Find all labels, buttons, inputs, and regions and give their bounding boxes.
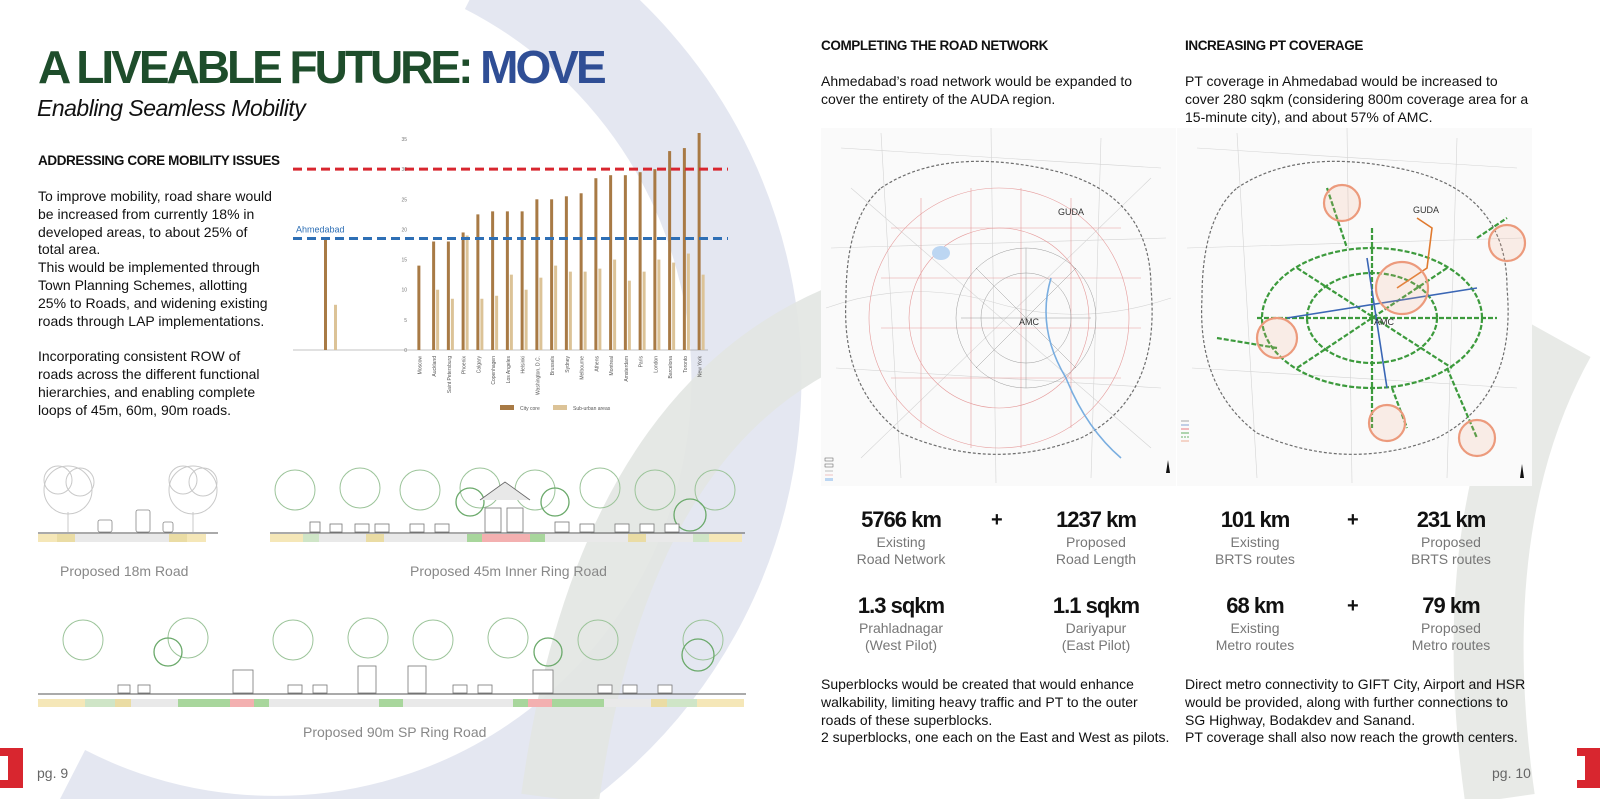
- bar-sub-urban: [657, 260, 660, 350]
- bar-sub-urban: [525, 290, 528, 350]
- page-number-left: pg. 9: [37, 765, 69, 781]
- stat-brts-proposed-label2: BRTS routes: [1411, 551, 1491, 567]
- bar-city-core: [506, 211, 509, 350]
- bar-city-core: [417, 266, 420, 350]
- bar-city-core: [609, 175, 612, 350]
- bar-sub-urban: [510, 275, 513, 350]
- bar-sub-urban: [672, 263, 675, 350]
- segments-45m: [270, 534, 742, 542]
- vehicles-18m: [98, 510, 173, 532]
- legend-label-sub-urban: Sub-urban areas: [573, 406, 611, 412]
- mobility-text: [38, 188, 273, 419]
- segments-18m: [38, 534, 206, 542]
- road-stats: [821, 503, 1176, 703]
- x-category-label: Barcelona: [668, 356, 675, 379]
- bar-city-core: [535, 199, 538, 350]
- bar-sub-urban: [495, 296, 498, 350]
- x-category-label: Montreal: [609, 356, 616, 376]
- page-subtitle: Enabling Seamless Mobility: [37, 95, 306, 121]
- plus-sign-brts: +: [1347, 509, 1359, 531]
- stat-pilot-east-label2: (East Pilot): [1061, 637, 1131, 653]
- bar-ahmedabad-city-core: [324, 238, 327, 350]
- metro-para-2: PT coverage shall also now reach the growth centers.: [1185, 729, 1518, 746]
- stat-pilot-east-value: 1.1 sqkm: [1052, 593, 1140, 618]
- bar-sub-urban: [480, 299, 483, 350]
- mobility-heading: ADDRESSING CORE MOBILITY ISSUES: [38, 153, 280, 168]
- legend-swatch-city-core: [500, 405, 514, 410]
- map-label-amc: AMC: [1019, 317, 1039, 327]
- bar-city-core: [639, 172, 642, 350]
- x-category-label: Copenhagen: [491, 356, 498, 385]
- bar-sub-urban: [436, 290, 439, 350]
- stat-pilot-west-label1: Prahladnagar: [858, 620, 944, 636]
- pt-stats: [1185, 503, 1530, 703]
- bar-city-core: [447, 242, 450, 351]
- caption-45m-road: Proposed 45m Inner Ring Road: [410, 563, 607, 579]
- mobility-para-1: To improve mobility, road share would be increased from currently 18% in developed areas, to about 25% of total area.: [38, 188, 272, 258]
- bar-sub-urban: [598, 269, 601, 350]
- map-label-guda: GUDA: [1058, 207, 1085, 217]
- x-category-label: Helsinki: [520, 356, 527, 374]
- stat-road-proposed-value: 1237 km: [1056, 507, 1136, 532]
- stat-pilot-east-label1: Dariyapur: [1065, 620, 1127, 636]
- caption-90m-road: Proposed 90m SP Ring Road: [303, 724, 487, 740]
- stat-brts-existing-value: 101 km: [1220, 507, 1290, 532]
- cross-section-45m: [270, 440, 745, 565]
- stat-brts-proposed-value: 231 km: [1416, 507, 1486, 532]
- bar-sub-urban: [584, 272, 587, 350]
- stat-metro-existing-label1: Existing: [1230, 620, 1280, 636]
- stat-road-proposed-label2: Road Length: [1055, 551, 1137, 567]
- y-tick-label: 30: [401, 167, 407, 174]
- bar-sub-urban: [702, 275, 705, 350]
- bar-city-core: [462, 232, 465, 350]
- stat-brts-proposed-label1: Proposed: [1421, 534, 1481, 550]
- bar-city-core: [521, 211, 524, 350]
- pt-map-label-amc: AMC: [1374, 317, 1394, 327]
- bar-city-core: [476, 214, 479, 350]
- page-tab-right: [1577, 748, 1600, 788]
- y-tick-label: 15: [401, 257, 407, 264]
- x-category-label: Sydney: [564, 356, 571, 373]
- bar-ahmedabad-sub-urban: [334, 305, 337, 350]
- trees-18m: [44, 466, 217, 532]
- bar-city-core: [668, 151, 671, 350]
- metro-para-1: Direct metro connectivity to GIFT City, Airport and HSR would be provided, along with further connections to SG Highway, Bodakdev and Sanand.: [1185, 676, 1526, 728]
- y-tick-label: 35: [401, 137, 407, 144]
- mobility-para-3: Incorporating consistent ROW of roads across the different functional hierarchies, and enabling complete loops of 45m, 60m, 90m roads.: [38, 348, 260, 418]
- y-tick-label: 10: [401, 287, 407, 294]
- caption-18m-road: Proposed 18m Road: [60, 563, 189, 579]
- bar-sub-urban: [628, 281, 631, 350]
- vehicles-45m: [310, 508, 679, 532]
- bar-city-core: [653, 169, 656, 350]
- stat-metro-proposed-label1: Proposed: [1421, 620, 1481, 636]
- bar-sub-urban: [687, 254, 690, 350]
- road-share-chart: [288, 125, 728, 425]
- stat-metro-proposed-value: 79 km: [1422, 593, 1480, 618]
- road-network-map: [821, 128, 1176, 486]
- pt-map-label-guda: GUDA: [1413, 205, 1440, 215]
- stat-brts-existing-label1: Existing: [1230, 534, 1280, 550]
- legend-swatch-sub-urban: [553, 405, 567, 410]
- pt-coverage-text: PT coverage in Ahmedabad would be increased to cover 280 sqkm (considering 800m coverage area for a 15-minute city), and about 57% of AMC.: [1185, 73, 1529, 125]
- bar-sub-urban: [451, 299, 454, 350]
- vehicles-90m: [118, 666, 672, 693]
- y-tick-label: 0: [404, 348, 407, 354]
- cross-section-18m: [38, 440, 218, 565]
- bar-city-core: [565, 196, 568, 350]
- x-category-label: Saint Petersburg: [446, 356, 453, 394]
- superblock-para-1: Superblocks would be created that would enhance walkability, limiting heavy traffic and PT to the outer roads of these superblocks.: [821, 676, 1138, 728]
- stat-road-existing-value: 5766 km: [861, 507, 941, 532]
- stat-road-existing-label2: Road Network: [856, 551, 946, 567]
- page-number-right: pg. 10: [1492, 765, 1531, 781]
- stat-road-existing-label1: Existing: [876, 534, 926, 550]
- x-category-label: Auckland: [432, 356, 439, 377]
- mobility-para-2: This would be implemented through Town Planning Schemes, allotting 25% to Roads, and widening existing roads through LAP implementations.: [38, 259, 268, 329]
- superblock-para-2: 2 superblocks, one each on the East and West as pilots.: [821, 729, 1170, 746]
- stat-pilot-west-value: 1.3 sqkm: [857, 593, 945, 618]
- metro-text: [1185, 676, 1530, 747]
- bar-city-core: [491, 211, 494, 350]
- bar-sub-urban: [539, 278, 542, 350]
- page-title: A LIVEABLE FUTURE: MOVE: [38, 41, 604, 93]
- road-network-heading: COMPLETING THE ROAD NETWORK: [821, 38, 1048, 53]
- x-category-label: Athens: [594, 356, 601, 372]
- x-category-label: New York: [697, 356, 704, 378]
- bar-city-core: [580, 193, 583, 350]
- x-category-label: Calgary: [476, 356, 483, 374]
- stat-pilot-west-label2: (West Pilot): [864, 637, 938, 653]
- bar-sub-urban: [554, 266, 557, 350]
- x-category-label: Paris: [638, 356, 645, 368]
- x-category-label: Moscow: [417, 356, 424, 375]
- pt-coverage-map: [1177, 128, 1532, 486]
- bar-city-core: [550, 199, 553, 350]
- x-category-label: Amsterdam: [623, 356, 630, 382]
- bar-city-core: [624, 175, 627, 350]
- stat-metro-existing-value: 68 km: [1226, 593, 1284, 618]
- x-category-label: Los Angeles: [505, 356, 512, 384]
- stat-metro-existing-label2: Metro routes: [1215, 637, 1295, 653]
- x-category-label: Melbourne: [579, 356, 586, 380]
- y-tick-label: 25: [401, 197, 407, 204]
- bar-city-core: [594, 178, 597, 350]
- bar-city-core: [698, 133, 701, 350]
- bar-sub-urban: [643, 272, 646, 350]
- x-category-label: Washington, D.C.: [535, 356, 542, 395]
- stat-brts-existing-label2: BRTS routes: [1215, 551, 1295, 567]
- y-tick-label: 5: [404, 317, 407, 324]
- page-tab-left: [0, 748, 23, 788]
- bar-city-core: [683, 148, 686, 350]
- bar-city-core: [432, 242, 435, 351]
- x-category-label: London: [653, 356, 660, 373]
- ahmedabad-label: Ahmedabad: [296, 224, 345, 235]
- x-category-label: Brussels: [550, 356, 557, 376]
- plus-sign-road: +: [991, 509, 1003, 531]
- bar-sub-urban: [466, 235, 469, 350]
- bar-sub-urban: [613, 260, 616, 350]
- x-category-label: Toronto: [682, 356, 689, 373]
- bar-sub-urban: [569, 272, 572, 350]
- pt-coverage-heading: INCREASING PT COVERAGE: [1185, 38, 1363, 53]
- legend-label-city-core: City core: [520, 406, 540, 412]
- trees-90m-dark: [154, 638, 714, 671]
- y-tick-label: 20: [401, 227, 407, 234]
- x-category-label: Phoenix: [461, 356, 468, 375]
- road-network-text: Ahmedabad’s road network would be expanded to cover the entirety of the AUDA region.: [821, 73, 1133, 107]
- cross-section-90m: [38, 600, 746, 700]
- segments-90m: [38, 699, 744, 707]
- plus-sign-metro: +: [1347, 595, 1359, 617]
- superblock-text: [821, 676, 1176, 747]
- stat-road-proposed-label1: Proposed: [1066, 534, 1126, 550]
- stat-metro-proposed-label2: Metro routes: [1411, 637, 1491, 653]
